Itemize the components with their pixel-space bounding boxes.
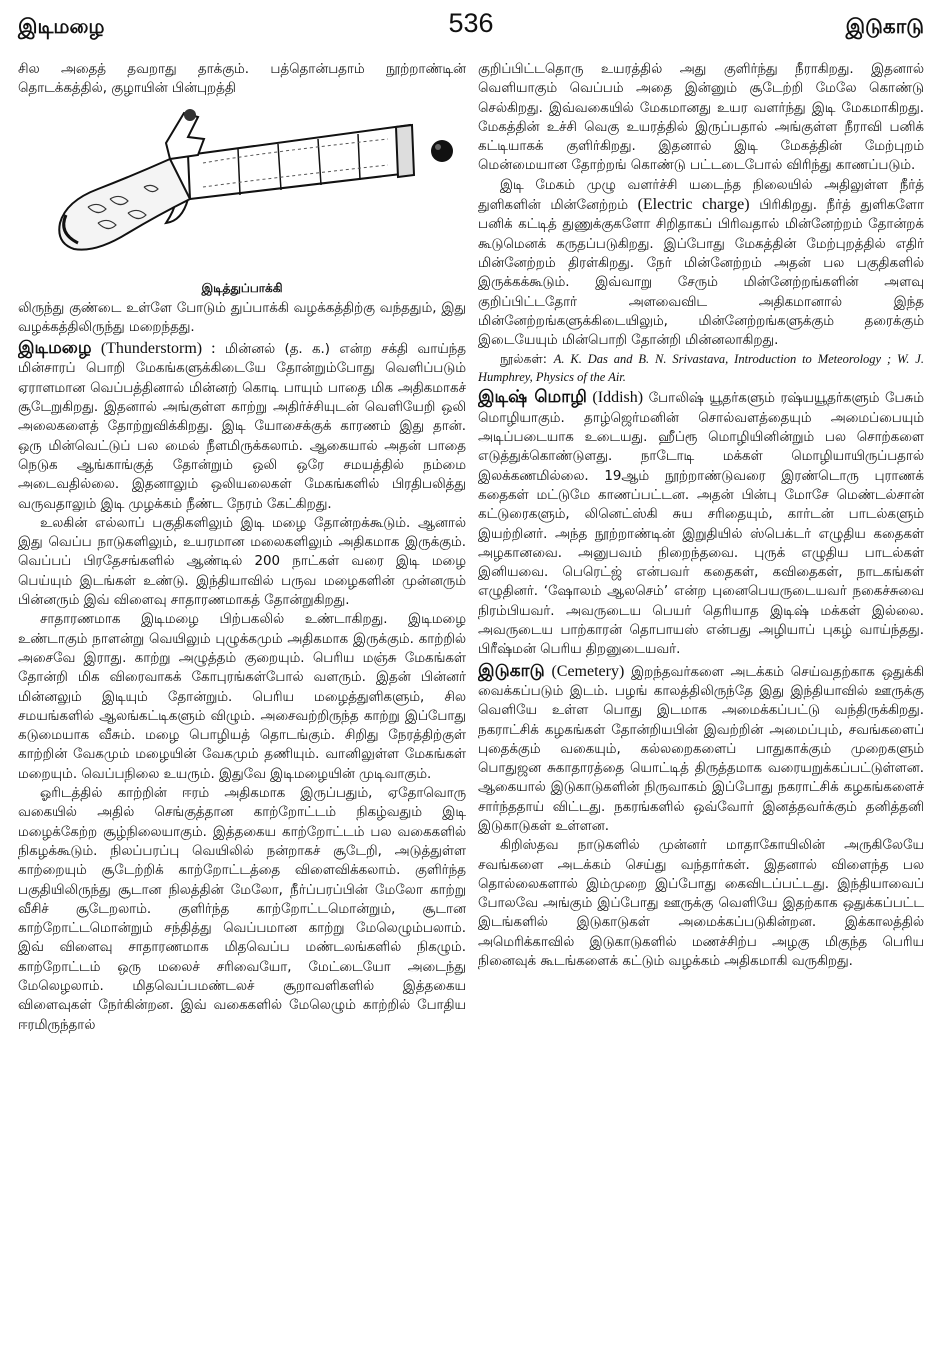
entry-english-term: (Thunderstorm) :	[100, 340, 216, 358]
continued-paragraph: குறிப்பிட்டதொரு உயரத்தில் அது குளிர்ந்து நீராகிறது. இதனால் வெளியாகும் வெப்பம் அதை இன்னும் சூடேற்றி மேலே கொண்டு செல்கிறது. இவ்வகையில் மேகமானது உயர வளர்ந்து இடி மேகமாகிறது. மேகத்தின் உச்சி வெகு உயரத்தில் இருப்பதால் அங்குள்ள நீராவி பனிக் கட்டியாகக் குளிர்கிறது. இதனால் இடி மேகத்தின் மேற்புறம் மென்மையான தோற்றங் கொண்டு பட்டடைபோல் விரிந்து காணப்படும்.	[478, 62, 924, 174]
page-header	[18, 6, 924, 46]
header-left-word: இடிமழை	[18, 14, 105, 38]
page-number: 536	[448, 8, 494, 38]
body-paragraph: உலகின் எல்லாப் பகுதிகளிலும் இடி மழை தோன்றக்கூடும். ஆனால் இது வெப்ப நாடுகளிலும், உயரமான மலைகளிலும் அதிகமாக இருக்கும். வெப்பப் பிரதேசங்களில் ஆண்டில் 200 நாட்கள் வரை இடி மழை பெய்யும் இடங்கள் உண்டு. இந்தியாவில் பருவ மழைகளின் முன்னரும் பின்னரும் இவ் விளைவு சாதாரணமாகத் தோன்றுகிறது.	[18, 515, 466, 609]
body-paragraph: ஓரிடத்தில் காற்றின் ஈரம் அதிகமாக இருப்பதும், ஏதோவொரு வகையில் அதில் செங்குத்தான காற்றோட்டம் நிகழ்வதும் இடி மழைக்கேற்ற சூழ்நிலையாகும். இத்தகைய காற்றோட்டம் பல வகைகளில் நிகழக்கூடும். நிலப்பரப்பு வெயிலில் நன்றாகச் சூடேறி, அடுத்துள்ள காற்றையும் சூடேற்றிக் காற்றோட்டத்தை விளைவிக்கலாம். குளிர்ந்த பகுதியிலிருந்து சூடான நிலத்தின் மேலோ, நீர்ப்பரப்பின் மேலோ காற்று வீசிச் சூடேறலாம். குளிர்ந்த காற்றோட்டமொன்றும், சூடான காற்றோட்டமொன்றும் சந்தித்து வெப்பமான காற்று மேலெழும்பலாம். இவ் விளைவு சாதாரணமாக மிதவெப்ப மண்டலங்களில் நிகழும். காற்றோட்டம் ஒரு மலைச் சரிவையோ, மேட்டையோ அடைந்து மேலெழலாம். மிதவெப்பமண்டலச் சூறாவளிகளில் இத்தகைய விளைவுகள் நேர்கின்றன. இவ் வகைகளில் மேலெழும் காற்றில் போதிய ஈரமிருந்தால்	[18, 786, 466, 1033]
entry-headword: இடிமழை	[18, 338, 92, 359]
references-label: நூல்கள்:	[500, 351, 547, 367]
right-column	[478, 60, 924, 1359]
body-paragraph: சாதாரணமாக இடிமழை பிற்பகலில் உண்டாகிறது. இடிமழை உண்டாகும் நாளன்று வெயிலும் புழுக்கமும் அதிகமாக இருக்கும். காற்றில் அசைவே இராது. காற்று அழுத்தம் குறையும். பெரிய மஞ்சு மேகங்கள் தோன்றி மிக விரைவாகக் கோபுரங்கள்போல் வளரும். இதன் பின்னர் மின்னலும் இடியும் தோன்றும். பெரிய மழைத்துளிகளும், சில சமயங்களில் ஆலங்கட்டிகளும் விழும். அசைவற்றிருந்த காற்று இப்போது கடுமையாக வீசும். மழை பொழியத் தொடங்கும். சிறிது நேரத்திற்குள் காற்றின் வேகமும் மழையின் வேகமும் தணியும். வானிலுள்ள மேகங்கள் மறையும். வெப்பநிலை உயரும். இதுவே இடிமழையின் முடிவாகும்.	[18, 612, 466, 782]
entry-english-term: (Iddish)	[592, 389, 644, 407]
english-term: (Electric charge)	[637, 196, 750, 214]
header-right-word: இடுகாடு	[845, 14, 924, 38]
entry-body-text: போலிஷ் யூதர்களும் ரஷ்யயூதர்களும் பேசும் மொழியாகும். தாழ்ஜெர்மனின் சொல்வளத்தையும் அமைப்பையும் அடிப்படையாக உடையது. ஹீப்ரூ மொழியினின்றும் பல சொற்களை எடுத்துக்கொண்டுளது. நாடோடி மக்கள் மொழியாயிருப்பதால் இலக்கணமில்லை. 19ஆம் நூற்றாண்டுவரை இரண்டொரு புராணக் கதைகள் மட்டுமே காணப்பட்டன. அதன் பின்பு மோசே மெண்டல்சான் கட்டுரைகளும், லினெட்ஸ்கி சுய சரிதையும், கார்டன் பாடல்களும் இயற்றினர். அந்த நூற்றாண்டின் இறுதியில் ஸ்பெக்டர் எழுதிய கதைகள் அழகானவை. அனுபவம் நிறைந்தவை. புருக் எழுதிய பாடல்கள் இனியவை. பெரெட்ஜ் என்பவர் கதைகள், கவிதைகள், நாடகங்கள் எழுதினர். ‘ஷோலம் ஆலசெம்’ என்ற புனைபெயருடையவர் நகைச்சுவை நிரம்பியவர். அவருடைய பெயர் தெரியாத இடிஷ் மக்கள் இல்லை. அவருடைய பாற்காரன் தொபாயஸ் என்பது அழியாப் புகழ் வாய்ந்தது. பிரீஷ்மன் பெரிய திறனுடையவர்.	[478, 391, 924, 658]
entry-body-text: இறந்தவர்களை அடக்கம் செய்வதற்காக ஒதுக்கி வைக்கப்படும் இடம். பழங் காலத்திலிருந்தே இது இந்தியாவில் ஊருக்கு வெளியே உள்ள பொது இடமாக அமைக்கப்பட்டு வந்திருக்கிறது. நகராட்சிக் கழகங்கள் தோன்றியபின் இவற்றின் அமைப்பும், சவங்களைப் புதைக்கும் வகையும், கல்லறைகளைப் பாதுகாக்கும் முறைகளும் பொதுஜன சுகாதாரத்தை யொட்டித் திருத்தமாக வரையறுக்கப்பட்டுள்ளன. ஆகையால் இடுகாடுகளின் நிருவாகம் இப்போது நகராட்சிக் கழகங்களைச் சார்ந்ததாய் விட்டது. நகரங்களில் ஒவ்வோர் இனத்தவர்க்கும் தனித்தனி இடுகாடுகள் உள்ளன.	[478, 664, 924, 834]
intro-paragraph: சில அதைத் தவறாது தாக்கும். பத்தொன்பதாம் நூற்றாண்டின் தொடக்கத்தில், குழாயின் பின்புறத்தி	[18, 62, 466, 97]
left-column	[18, 60, 466, 1359]
entry-body-text: மின்னல் (த. க.) என்ற சக்தி வாய்ந்த மின்சாரப் பொறி மேகங்களுக்கிடையே தோன்றும்போது வெளிப்படும் ஏராளமான வெப்பத்தினால் மின்னற் கொடி பாயும் பாதை மிக அதிகமாகச் சூடேறுகிறது. இதனால் அங்குள்ள காற்று அதிர்ச்சியுடன் வெளியேறி ஒலி அலைகளைத் தோற்றுவிக்கிறது. இடி யோசைக்குக் காரணம் இது தான். ஒரு மின்வெட்டுப் பல மைல் நீளமிருக்கலாம். ஆகையால் அதன் பாதை நெடுக ஆங்காங்குத் தோன்றும் ஒலி ஒரே சமயத்தில் நம்மை அடைவதில்லை. இதனாலும் ஒலியலைகள் மேகங்களில் பிரதிபலித்து வருவதாலும் இடி முழக்கம் நீண்ட நேரம் கேட்கிறது.	[18, 342, 466, 512]
flintlock-pistol-illustration	[38, 103, 458, 275]
references	[478, 350, 924, 386]
body-text: பிரிகிறது. நீர்த் துளிகளோ பனிக் கட்டித் துணுக்குகளோ சிறிதாகப் பிரிவதால் மின்னேற்றம் தோன்றக் கூடுமெனக் கருதப்படுகிறது. இப்போது மேகத்தின் மேற்புறத்தில் எதிர் மின்னேற்றம் திரள்கிறது. நேர் மின்னேற்றம் அதன் பல பகுதிகளில் இருக்கக்கூடும். இவ்வாறு சேரும் மின்னேற்றங்களின் அளவு குறிப்பிட்டதோர் அளவைவிட அதிகமானால் இந்த மின்னேற்றங்களுக்கிடையிலும், மின்னேற்றங்களுக்கும் தரைக்கும் இடையேயும் மின்பொறி தோன்றி மின்னலாகிறது.	[478, 198, 924, 349]
body-text: இடி மேகம் முழு வளர்ச்சி யடைந்த நிலையில் அதிலுள்ள நீர்த் துளிகளின் மின்னேற்றம்	[478, 177, 924, 214]
body-paragraph: கிறிஸ்தவ நாடுகளில் முன்னர் மாதாகோயிலின் அருகிலேயே சவங்களை அடக்கம் செய்து வந்தார்கள். இதனால் விளைந்த பல தொல்லைகளால் இம்முறை இப்போது கைவிடப்பட்டது. இந்தியாவைப் போலவே அங்கும் இப்போது ஊருக்கு வெளியே இதற்காக ஒதுக்கப்பட்ட இடங்களில் இடுகாடுகள் அமைக்கப்படுகின்றன. இக்காலத்தில் அமெரிக்காவில் இடுகாடுகளில் மணச்சிற்ப அழகு மிகுந்த பெரிய நினைவுக் கூடங்களைக் கட்டும் வழக்கம் அதிகமாகி வருகிறது.	[478, 838, 924, 970]
entry-headword: இடிஷ் மொழி	[478, 387, 587, 408]
entry-thunderstorm	[18, 339, 466, 514]
post-figure-paragraph: லிருந்து குண்டை உள்ளே போடும் துப்பாக்கி வழக்கத்திற்கு வந்ததும், இது வழக்கத்திலிருந்து மறைந்தது.	[18, 300, 466, 335]
figure-caption: இடித்துப்பாக்கி	[201, 280, 283, 295]
entry-cemetery	[478, 662, 924, 837]
entry-headword: இடுகாடு	[478, 660, 545, 681]
entry-iddish	[478, 388, 924, 659]
references-text: A. K. Das and B. N. Srivastava, Introduction to Meteorology ; W. J. Humphrey, Physics of the Air.	[478, 352, 924, 385]
entry-english-term: (Cemetery)	[551, 662, 625, 680]
pistol-figure	[18, 103, 466, 299]
body-paragraph	[478, 176, 924, 351]
